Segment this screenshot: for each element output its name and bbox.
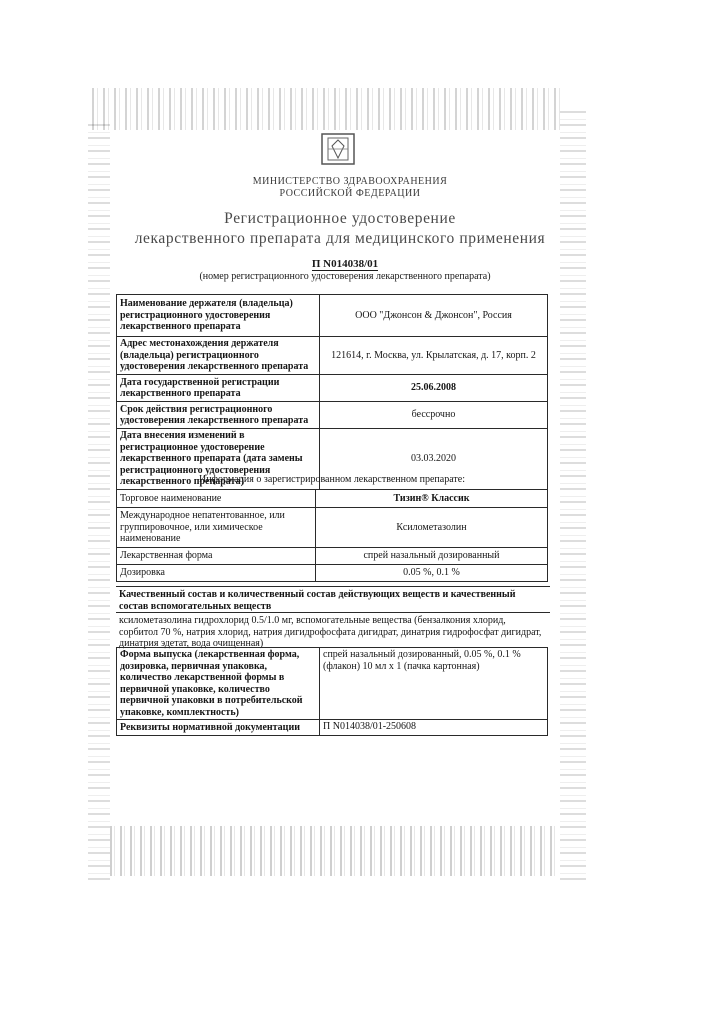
release-form-value: спрей назальный дозированный, 0.05 %, 0.1 % (флакон) 10 мл х 1 (пачка картонная) [320,648,548,720]
document-title [100,209,580,249]
normative-docs-label: Реквизиты нормативной документации [117,720,320,736]
scan-noise-bottom [110,826,560,876]
validity-value: бессрочно [320,402,548,429]
holder-name-value: ООО "Джонсон & Джонсон", Россия [320,295,548,337]
table-row [117,490,548,508]
holder-table [116,294,548,490]
normative-docs-value: П N014038/01-250608 [320,720,548,736]
table-row [117,295,548,337]
registration-caption: (номер регистрационного удостоверения лекарственного препарата) [199,271,491,282]
ministry-header [200,176,500,200]
trade-name-label: Торговое наименование [117,490,316,508]
title-line-1: Регистрационное удостоверение [224,210,456,227]
release-table [116,647,548,736]
composition-body: ксилометазолина гидрохлорид 0.5/1.0 мг, вспомогательные вещества (бензалкония хлорид, сорбитол 70 %, натрия хлорид, натрия дигидрофосфата дигидрат, динатрия гидрофосфат дигидрат, динатрия эдетат, вода очищенная) [116,612,550,652]
holder-address-value: 121614, г. Москва, ул. Крылатская, д. 17, корп. 2 [320,337,548,375]
title-line-2: лекарственного препарата для медицинского применения [134,230,546,247]
strength-label: Дозировка [117,565,316,582]
registration-date-label: Дата государственной регистрации лекарственного препарата [117,375,320,402]
table-row [117,648,548,720]
validity-label: Срок действия регистрационного удостоверения лекарственного препарата [117,402,320,429]
scan-noise-top [92,88,562,130]
release-form-label: Форма выпуска (лекарственная форма, дозировка, первичная упаковка, количество лекарственной формы в первичной упаковке, количество первичной упаковки в потребительской упаковке, комплектность) [117,648,320,720]
change-date-label: Дата внесения изменений в регистрационное удостоверение лекарственного препарата (дата замены регистрационного удостоверения лекарственного препарата) [117,429,320,490]
composition-title: Качественный состав и количественный состав действующих веществ и качественный состав вспомогательных веществ [116,586,550,614]
dosage-form-label: Лекарственная форма [117,548,316,565]
change-date-value: 03.03.2020 [320,429,548,490]
ministry-line-2: РОССИЙСКОЙ ФЕДЕРАЦИИ [279,188,421,199]
inn-label: Международное непатентованное, или группировочное, или химическое наименование [117,508,316,548]
drug-table [116,489,548,582]
table-row [117,548,548,565]
holder-address-label: Адрес местонахождения держателя (владельца) регистрационного удостоверения лекарственного препарата [117,337,320,375]
table-row [117,508,548,548]
trade-name-value: Тизин® Классик [316,490,548,508]
table-row [117,402,548,429]
strength-value: 0.05 %, 0.1 % [316,565,548,582]
registration-date-value: 25.06.2008 [320,375,548,402]
table-row [117,337,548,375]
dosage-form-value: спрей назальный дозированный [316,548,548,565]
inn-value: Ксилометазолин [316,508,548,548]
coat-of-arms-icon [320,132,356,166]
ministry-line-1: МИНИСТЕРСТВО ЗДРАВООХРАНЕНИЯ [252,176,448,187]
table-row [117,565,548,582]
table-row [117,375,548,402]
registration-number-text: П N014038/01 [311,258,379,270]
table-row [117,720,548,736]
registration-number [200,258,490,270]
info-heading: Информация о зарегистрированном лекарственном препарате: [198,474,465,485]
holder-name-label: Наименование держателя (владельца) регистрационного удостоверения лекарственного препарата [117,295,320,337]
